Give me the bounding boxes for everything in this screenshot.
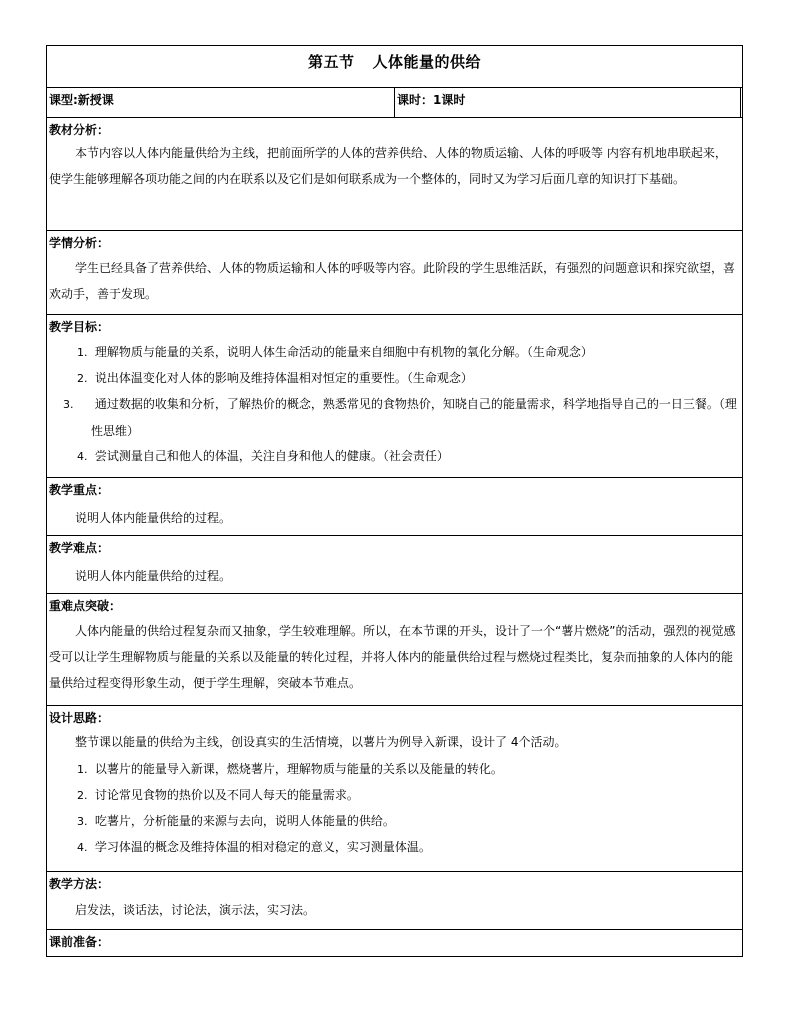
breakthrough-section: [46, 593, 743, 705]
section-text: 启发法，谈话法，讨论法，演示法，实习法。: [75, 903, 316, 917]
section-heading: 设计思路：: [49, 711, 110, 725]
section-text: 说明人体内能量供给的过程。: [75, 511, 232, 525]
design-ideas-section: [46, 705, 743, 871]
teaching-methods-section: [46, 871, 743, 929]
list-item: 3. 吃薯片，分析能量的来源与去向，说明人体能量的供给。: [77, 814, 395, 828]
teaching-goals-section: [46, 314, 743, 477]
section-text: 学生已经具备了营养供给、人体的物质运输和人体的呼吸等内容。此阶段的学生思维活跃，有强烈的问题意识和探究欲望，喜欢动手，善于发现。: [49, 261, 736, 301]
list-item: 2. 讨论常见食物的热价以及不同人每天的能量需求。: [77, 788, 359, 802]
difficulty-section: [46, 535, 743, 593]
page-title: 人体能量的供给: [372, 53, 482, 71]
section-text: 人体内能量的供给过程复杂而又抽象，学生较难理解。所以，在本节课的开头，设计了一个“薯片燃烧”的活动，强烈的视觉感受可以让学生理解物质与能量的关系以及能量的转化过程，并将人体内的能量供给过程与燃烧过程类比，复杂而抽象的人体内的能量供给过程变得形象生动，便于学生理解，突破本节难点。: [49, 624, 736, 690]
meta-row: [46, 87, 743, 117]
section-text: 本节内容以人体内能量供给为主线，把前面所学的人体的营养供给、人体的物质运输、人体的呼吸等 内容有机地串联起来，使学生能够理解各项功能之间的内在联系以及它们是如何联系成为一个整体的，同时又为学习后面几章的知识打下基础。: [49, 146, 727, 186]
column-divider: [740, 88, 741, 117]
section-heading: 教材分析：: [49, 123, 110, 137]
section-heading: 教学目标：: [49, 320, 110, 334]
section-heading: 教学方法：: [49, 877, 110, 891]
list-item: 1. 以薯片的能量导入新课，燃烧薯片，理解物质与能量的关系以及能量的转化。: [77, 762, 503, 776]
column-divider: [394, 88, 395, 117]
list-item: 1. 理解物质与能量的关系，说明人体生命活动的能量来自细胞中有机物的氧化分解。（生命观念）: [77, 345, 593, 359]
lesson-time: 课时：1课时: [397, 93, 466, 107]
title-row: [46, 45, 743, 87]
section-heading: 教学难点：: [49, 541, 110, 555]
section-heading: 学情分析：: [49, 236, 110, 250]
student-analysis-section: [46, 230, 743, 314]
key-point-section: [46, 477, 743, 535]
list-item: 2. 说出体温变化对人体的影响及维持体温相对恒定的重要性。（生命观念）: [77, 371, 473, 385]
section-text: 说明人体内能量供给的过程。: [75, 569, 232, 583]
list-item: 3. 通过数据的收集和分析，了解热价的概念，熟悉常见的食物热价，知晓自己的能量需求，科学地指导自己的一日三餐。（理性思维）: [63, 397, 737, 438]
section-text: 整节课以能量的供给为主线，创设真实的生活情境，以薯片为例导入新课，设计了 4个活动。: [75, 735, 567, 749]
section-heading: 教学重点：: [49, 483, 110, 497]
preparation-section: [46, 929, 743, 957]
section-heading: 重难点突破：: [49, 599, 122, 613]
material-analysis-section: [46, 117, 743, 230]
section-number: 第五节: [307, 53, 355, 71]
list-item: 4. 尝试测量自己和他人的体温，关注自身和他人的健康。（社会责任）: [77, 449, 449, 463]
section-heading: 课前准备：: [49, 935, 110, 949]
list-item: 4. 学习体温的概念及维持体温的相对稳定的意义，实习测量体温。: [77, 840, 431, 854]
lesson-type: 课型:新授课: [49, 93, 114, 107]
